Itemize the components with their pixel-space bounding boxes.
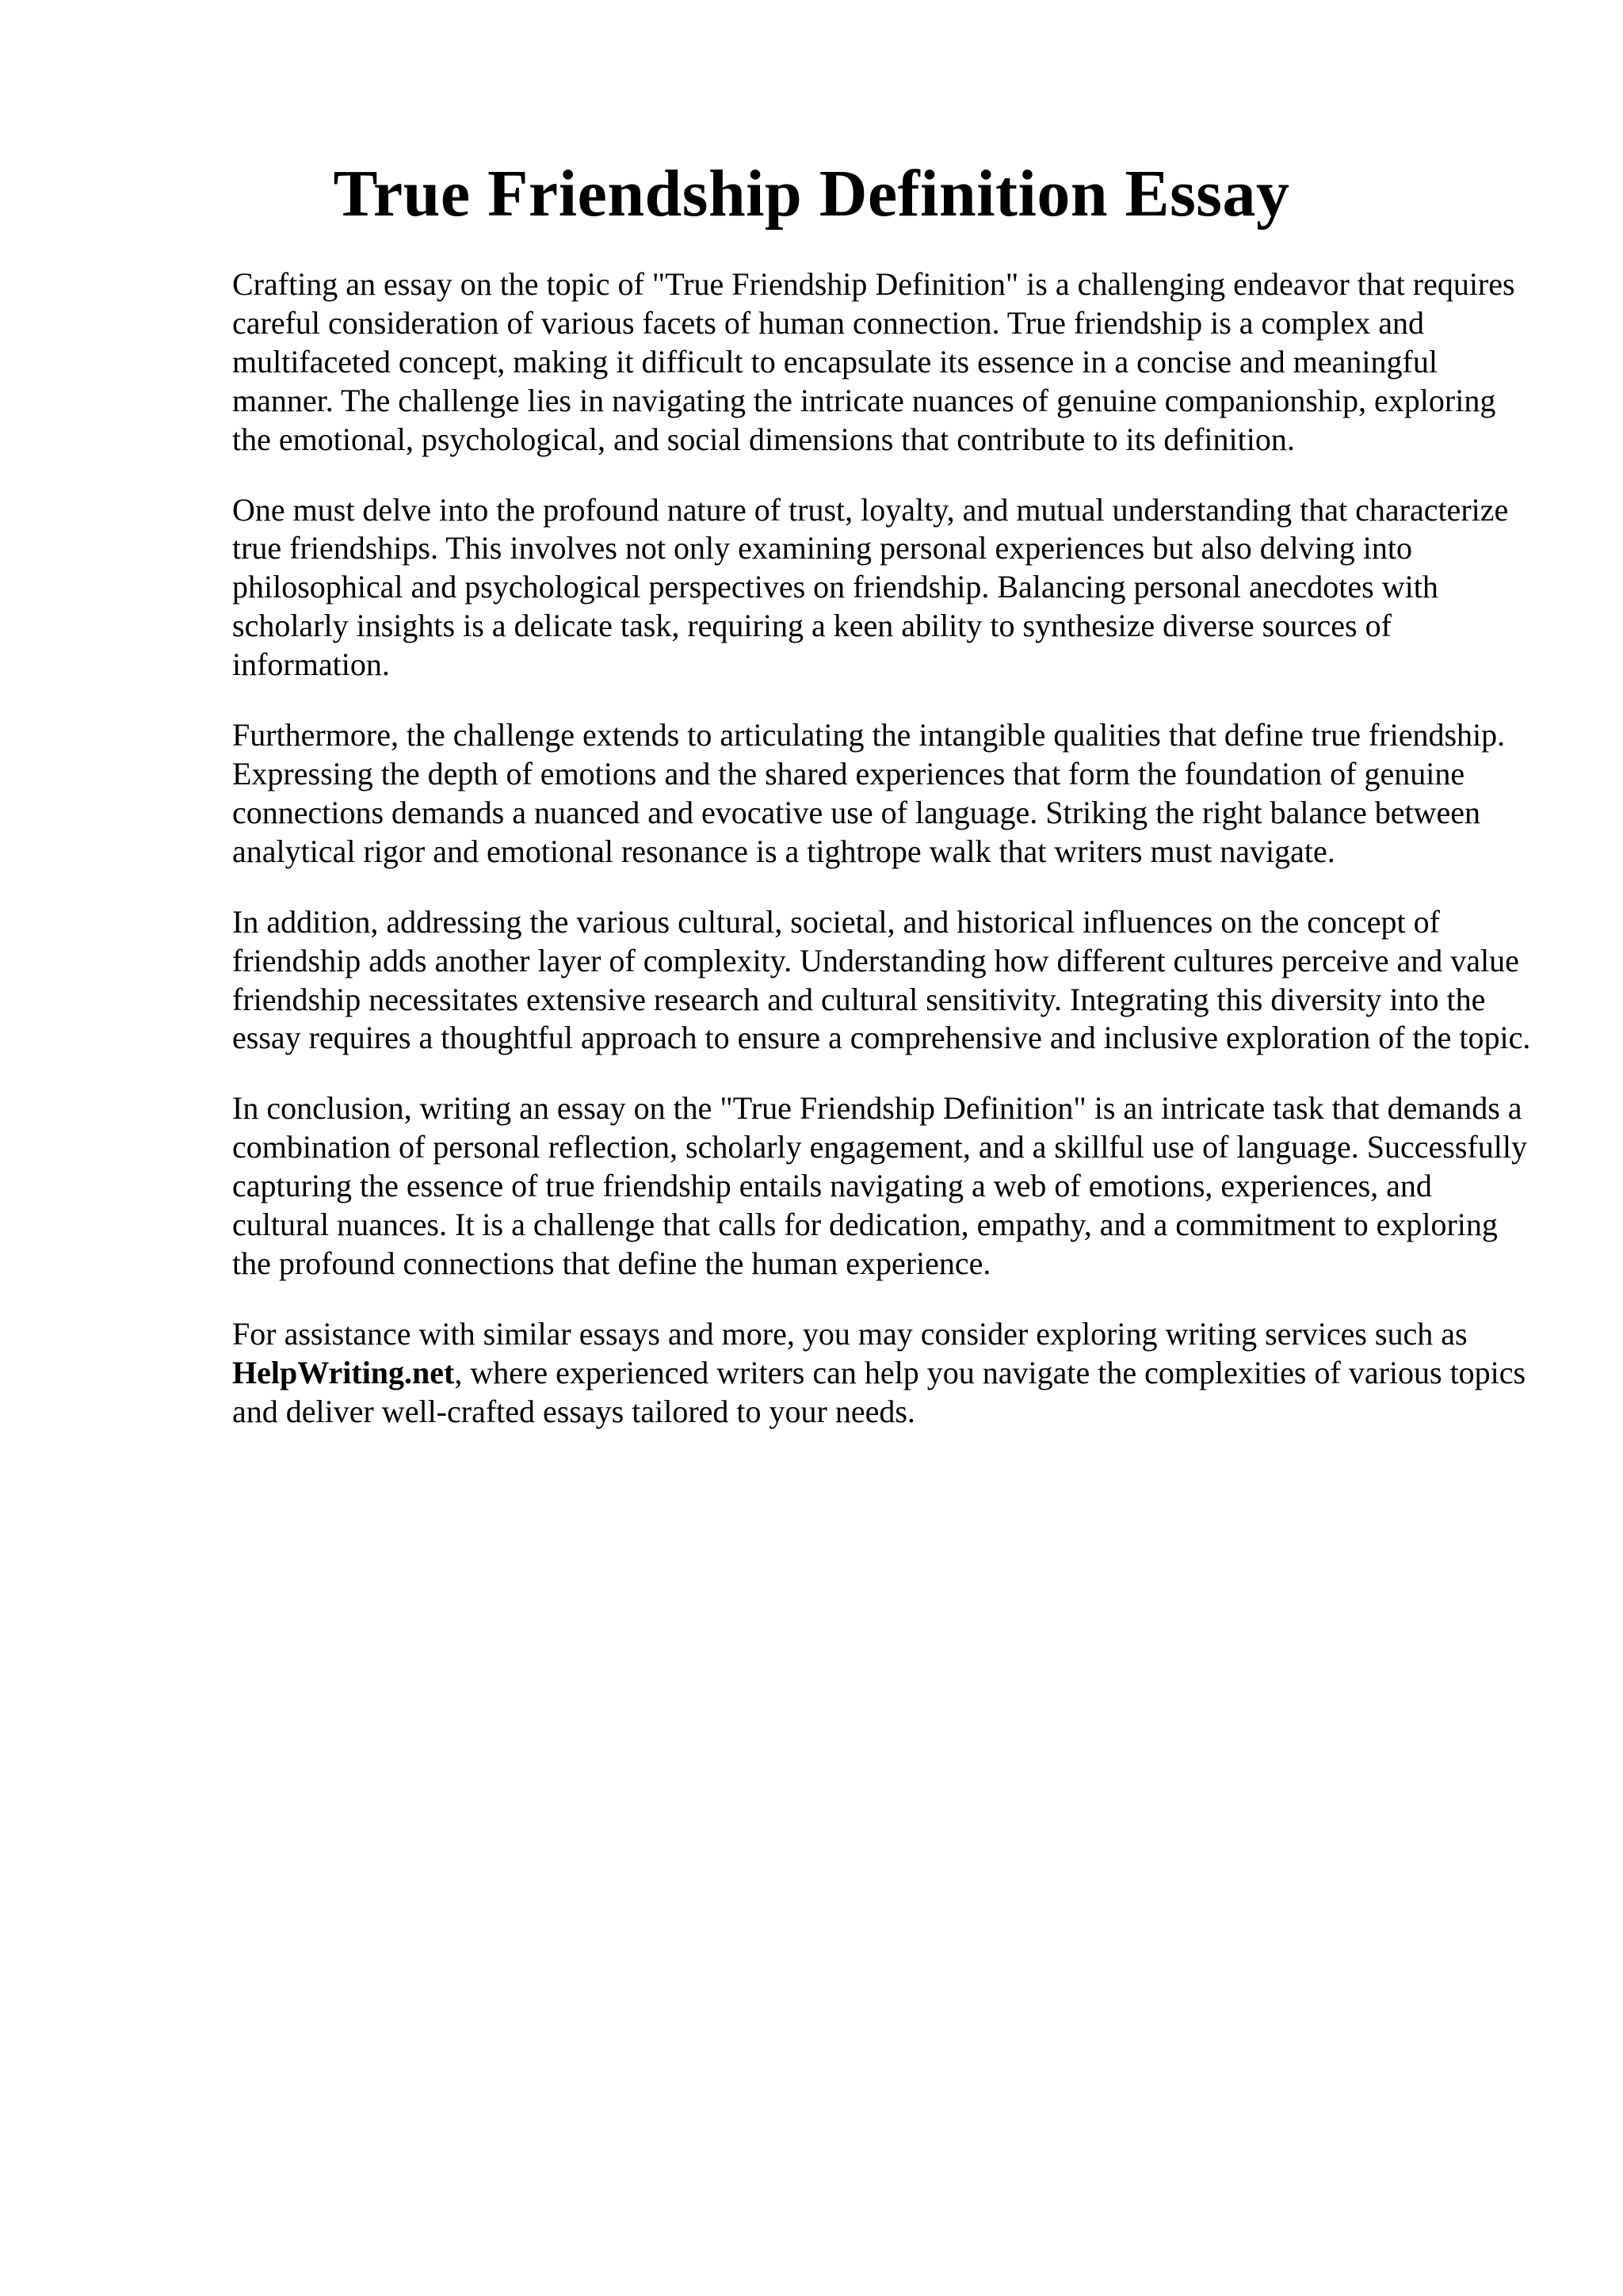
closing-paragraph [232, 1315, 1532, 1432]
paragraph-2: One must delve into the profound nature of trust, loyalty, and mutual understanding that characterize true friendships. This involves not only examining personal experiences but also delving into philosophical and psychological perspectives on friendship. Balancing personal anecdotes with scholarly insights is a delicate task, requiring a keen ability to synthesize diverse sources of information. [232, 491, 1509, 683]
essay-title: True Friendship Definition Essay [333, 157, 1290, 231]
paragraph-3: Furthermore, the challenge extends to articulating the intangible qualities that define true friendship. Expressing the depth of emotions and the shared experiences that form the foundation of genuine connections demands a nuanced and evocative use of language. Striking the right balance between analytical rigor and emotional resonance is a tightrope walk that writers must navigate. [232, 717, 1506, 869]
closing-text-before: For assistance with similar essays and more, you may consider exploring writing services such as [232, 1315, 1468, 1352]
paragraph-4: In addition, addressing the various cultural, societal, and historical influences on the concept of friendship adds another layer of complexity. Understanding how different cultures perceive and value friendship necessitates extensive research and cultural sensitivity. Integrating this diversity into the essay requires a thoughtful approach to ensure a comprehensive and inclusive exploration of the topic. [232, 903, 1531, 1056]
essay-body [232, 265, 1532, 1463]
paragraph-1: Crafting an essay on the topic of "True Friendship Definition" is a challenging endeavor that requires careful consideration of various facets of human connection. True friendship is a complex and multifaceted concept, making it difficult to encapsulate its essence in a concise and meaningful manner. The challenge lies in navigating the intricate nuances of genuine companionship, exploring the emotional, psychological, and social dimensions that contribute to its definition. [232, 266, 1515, 457]
helpwriting-brand: HelpWriting.net [232, 1354, 455, 1390]
paragraph-5: In conclusion, writing an essay on the "True Friendship Definition" is an intricate task that demands a combination of personal reflection, scholarly engagement, and a skillful use of language. Successfully capturing the essence of true friendship entails navigating a web of emotions, experiences, and cultural nuances. It is a challenge that calls for dedication, empathy, and a commitment to exploring the profound connections that define the human experience. [232, 1090, 1527, 1281]
closing-text-after: , where experienced writers can help you navigate the complexities of various topics and deliver well-crafted essays tailored to your needs. [232, 1354, 1526, 1429]
